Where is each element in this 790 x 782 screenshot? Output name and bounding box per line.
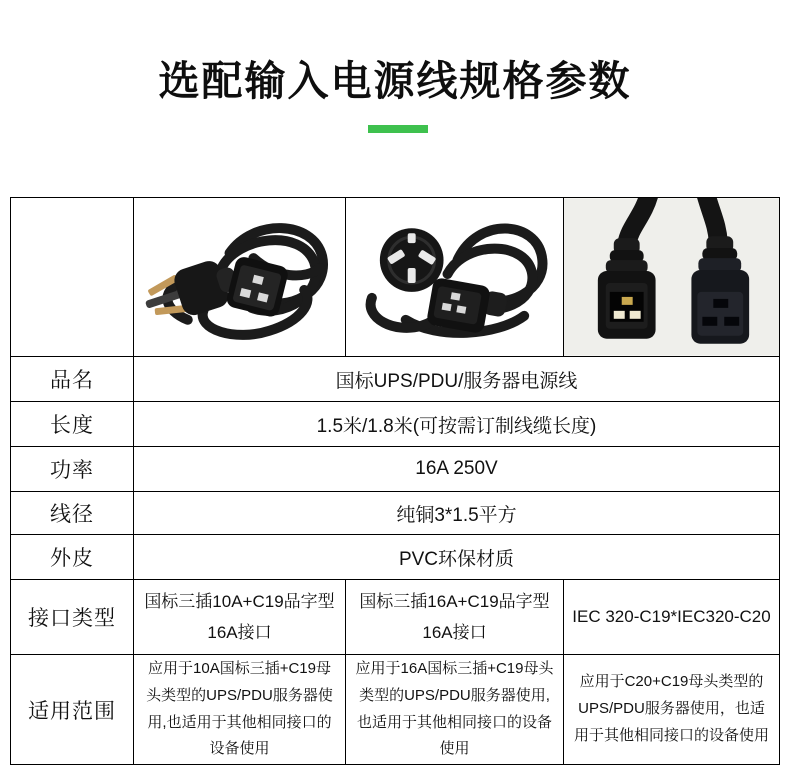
photo-cell-1 (134, 198, 346, 357)
value-power: 16A 250V (134, 447, 780, 492)
photo-cell-2 (346, 198, 564, 357)
application-cell-3: 应用于C20+C19母头类型的UPS/PDU服务器使用，也适用于其他相同接口的设备使用 (564, 655, 780, 765)
value-jacket: PVC环保材质 (134, 535, 780, 580)
title-underline (368, 125, 428, 133)
photo-row (11, 198, 780, 357)
connector-type-cell-1: 国标三插10A+C19品字型16A接口 (134, 580, 346, 655)
value-length: 1.5米/1.8米(可按需订制线缆长度) (134, 402, 780, 447)
label-connector-type: 接口类型 (11, 580, 134, 655)
photo-c20-c19-connectors-closeup (564, 198, 779, 356)
photo-cell-3 (564, 198, 780, 357)
row-wire-gauge (11, 492, 780, 535)
label-application: 适用范围 (11, 655, 134, 765)
row-power (11, 447, 780, 492)
label-jacket: 外皮 (11, 535, 134, 580)
row-application (11, 655, 780, 765)
label-power: 功率 (11, 447, 134, 492)
row-connector-type (11, 580, 780, 655)
page-title: 选配输入电源线规格参数 (158, 58, 632, 104)
connector-type-cell-2: 国标三插16A+C19品字型16A接口 (346, 580, 564, 655)
photo-gb-10a-plug-c19-cable (134, 198, 345, 356)
spec-table (10, 197, 780, 765)
row-length (11, 402, 780, 447)
value-product-name: 国标UPS/PDU/服务器电源线 (134, 357, 780, 402)
row-product-name (11, 357, 780, 402)
label-length: 长度 (11, 402, 134, 447)
application-cell-2: 应用于16A国标三插+C19母头类型的UPS/PDU服务器使用,也适用于其他相同接口的设备使用 (346, 655, 564, 765)
label-wire-gauge: 线径 (11, 492, 134, 535)
photo-gb-16a-plug-c19-cable (346, 198, 563, 356)
row-jacket (11, 535, 780, 580)
photo-row-empty-cell (11, 198, 134, 357)
connector-type-cell-3: IEC 320-C19*IEC320-C20 (564, 580, 780, 655)
application-cell-1: 应用于10A国标三插+C19母头类型的UPS/PDU服务器使用,也适用于其他相同接口的设备使用 (134, 655, 346, 765)
label-product-name: 品名 (11, 357, 134, 402)
value-wire-gauge: 纯铜3*1.5平方 (134, 492, 780, 535)
